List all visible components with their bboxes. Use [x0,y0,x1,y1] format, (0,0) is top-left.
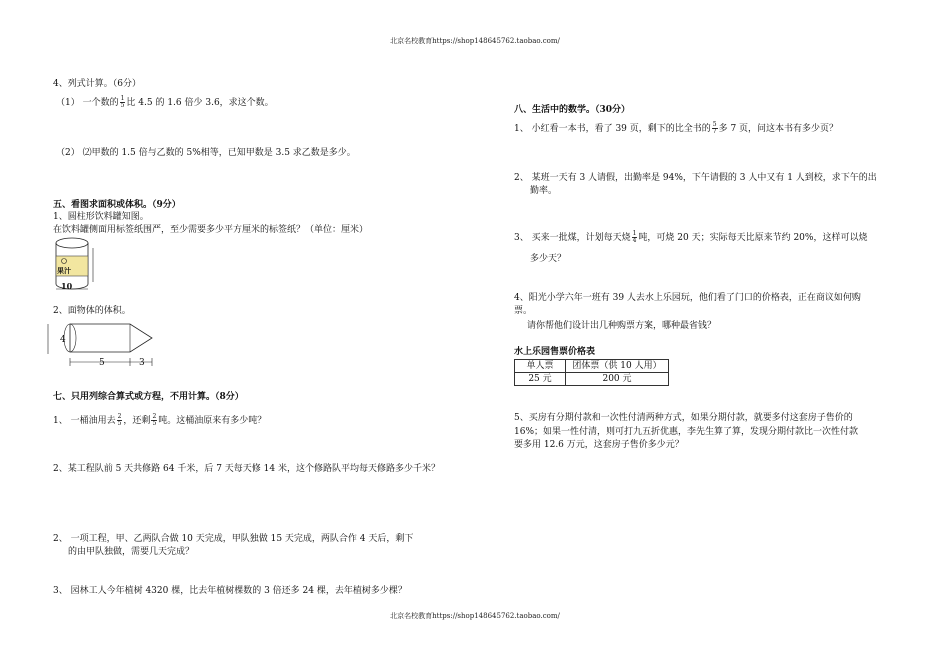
s8-question-4-line1: 4、阳光小学六年一班有 39 人去水上乐园玩，他们看了门口的价格表，正在商议如何购 [514,293,861,303]
s7-question-4: 3、 园林工人今年植树 4320 棵，比去年植树棵数的 3 倍还多 24 棵，去年植树多少棵？ [53,586,407,596]
table-header-group: 团体票（供 10 人用） [566,360,669,373]
fraction-five-sevenths: $\frac{5}{7}$ [712,121,717,135]
table-cell-single-price: 25 元 [515,373,566,386]
solid-tip-label: 3 [139,358,145,368]
page-footer: 北京名校教育https://shop148645762.taobao.com/ [390,612,560,620]
s7-question-3-line2: 的由甲队独做，需要几天完成？ [68,547,195,557]
s5-question-2: 2、面物体的体积。 [53,306,131,316]
price-table [514,359,669,386]
can-label: 果汁 [57,266,71,275]
s5-question-1-text: 在饮料罐侧面用标签纸围严，至少需要多少平方厘米的标签纸？（单位：厘米） [53,225,369,235]
fraction-two-fifths-a: $\frac{2}{5}$ [117,413,122,427]
section-8-title: 八、生活中的数学。（30分） [514,105,631,115]
table-row [515,360,669,373]
table-cell-group-price: 200 元 [566,373,669,386]
fraction-one-quarter: $\frac{1}{4}$ [632,230,637,244]
s8-question-5-line1: 5、买房有分期付款和一次性付清两种方式，如果分期付款，就要多付这套房子售价的 [514,413,853,423]
s4-question-2: （2） ⑵甲数的 1.5 倍与乙数的 5%相等，已知甲数是 3.5 求乙数是多少。 [56,148,356,158]
table-row [515,373,669,386]
page-header: 北京名校教育https://shop148645762.taobao.com/ [390,37,560,45]
solid-height-label: 4 [60,335,66,345]
s8-question-1: 1、 小红看一本书，看了 39 页，剩下的比全书的 $\frac{5}{7}$ 多 7 页，问这本书有多少页？ [514,121,839,135]
fraction-one-fifth: $\frac{1}{5}$ [120,95,125,109]
cylinder-can-figure [50,236,110,294]
s8-question-5-line2: 16%；如果一性付清，则可打九五折优惠，李先生算了算，发现分期付款比一次性付款 [514,427,859,437]
s8-question-5-line3: 要多用 12.6 万元，这套房子售价多少元？ [514,440,684,450]
s8-question-2-line1: 2、 某班一天有 3 人请假，出勤率是 94%，下午请假的 3 人中又有 1 人到校，求下午的出 [514,173,877,183]
table-header-single: 单人票 [515,360,566,373]
s7-question-3-line1: 2、 一项工程，甲、乙两队合做 10 天完成，甲队独做 15 天完成，两队合作 4 天后，剩下 [53,534,414,544]
s7-question-1: 1、 一桶油用去 $\frac{2}{5}$ ，还剩 $\frac{2}{5}$ 吨。这桶油原来有多少吨？ [53,413,267,427]
s5-question-1: 1、圆柱形饮料罐知图。 [53,212,149,222]
section-7-title: 七、只用列综合算式或方程，不用计算。（8分） [53,392,244,402]
s7-question-2: 2、某工程队前 5 天共修路 64 千米，后 7 天每天修 14 米，这个修路队平均每天修路多少千米？ [53,464,440,474]
section-5-title: 五、看图求面积或体积。（9分） [53,200,181,210]
solid-length-label: 5 [99,358,105,368]
price-table-title: 水上乐园售票价格表 [514,347,596,357]
section-4-title: 4、列式计算。（6分） [53,79,141,89]
s8-question-4-line3: 请你帮他们设计出几种购票方案，哪种最省钱？ [527,321,717,331]
s8-question-3-line1: 3、 买来一批煤，计划每天烧 $\frac{1}{4}$ 吨，可烧 20 天；实际每天比原来节约 20%，这样可以烧 [514,230,868,244]
fraction-two-fifths-b: $\frac{2}{5}$ [152,413,157,427]
s4-question-1: （1） 一个数的 $\frac{1}{5}$ 比 4.5 的 1.6 倍少 3.6，求这个数。 [56,95,274,109]
s8-question-4-line2: 票。 [514,306,533,316]
s8-question-3-line2: 多少天？ [530,254,567,264]
can-diameter-label: 10 [61,281,73,291]
s8-question-2-line2: 勤率。 [530,186,558,196]
